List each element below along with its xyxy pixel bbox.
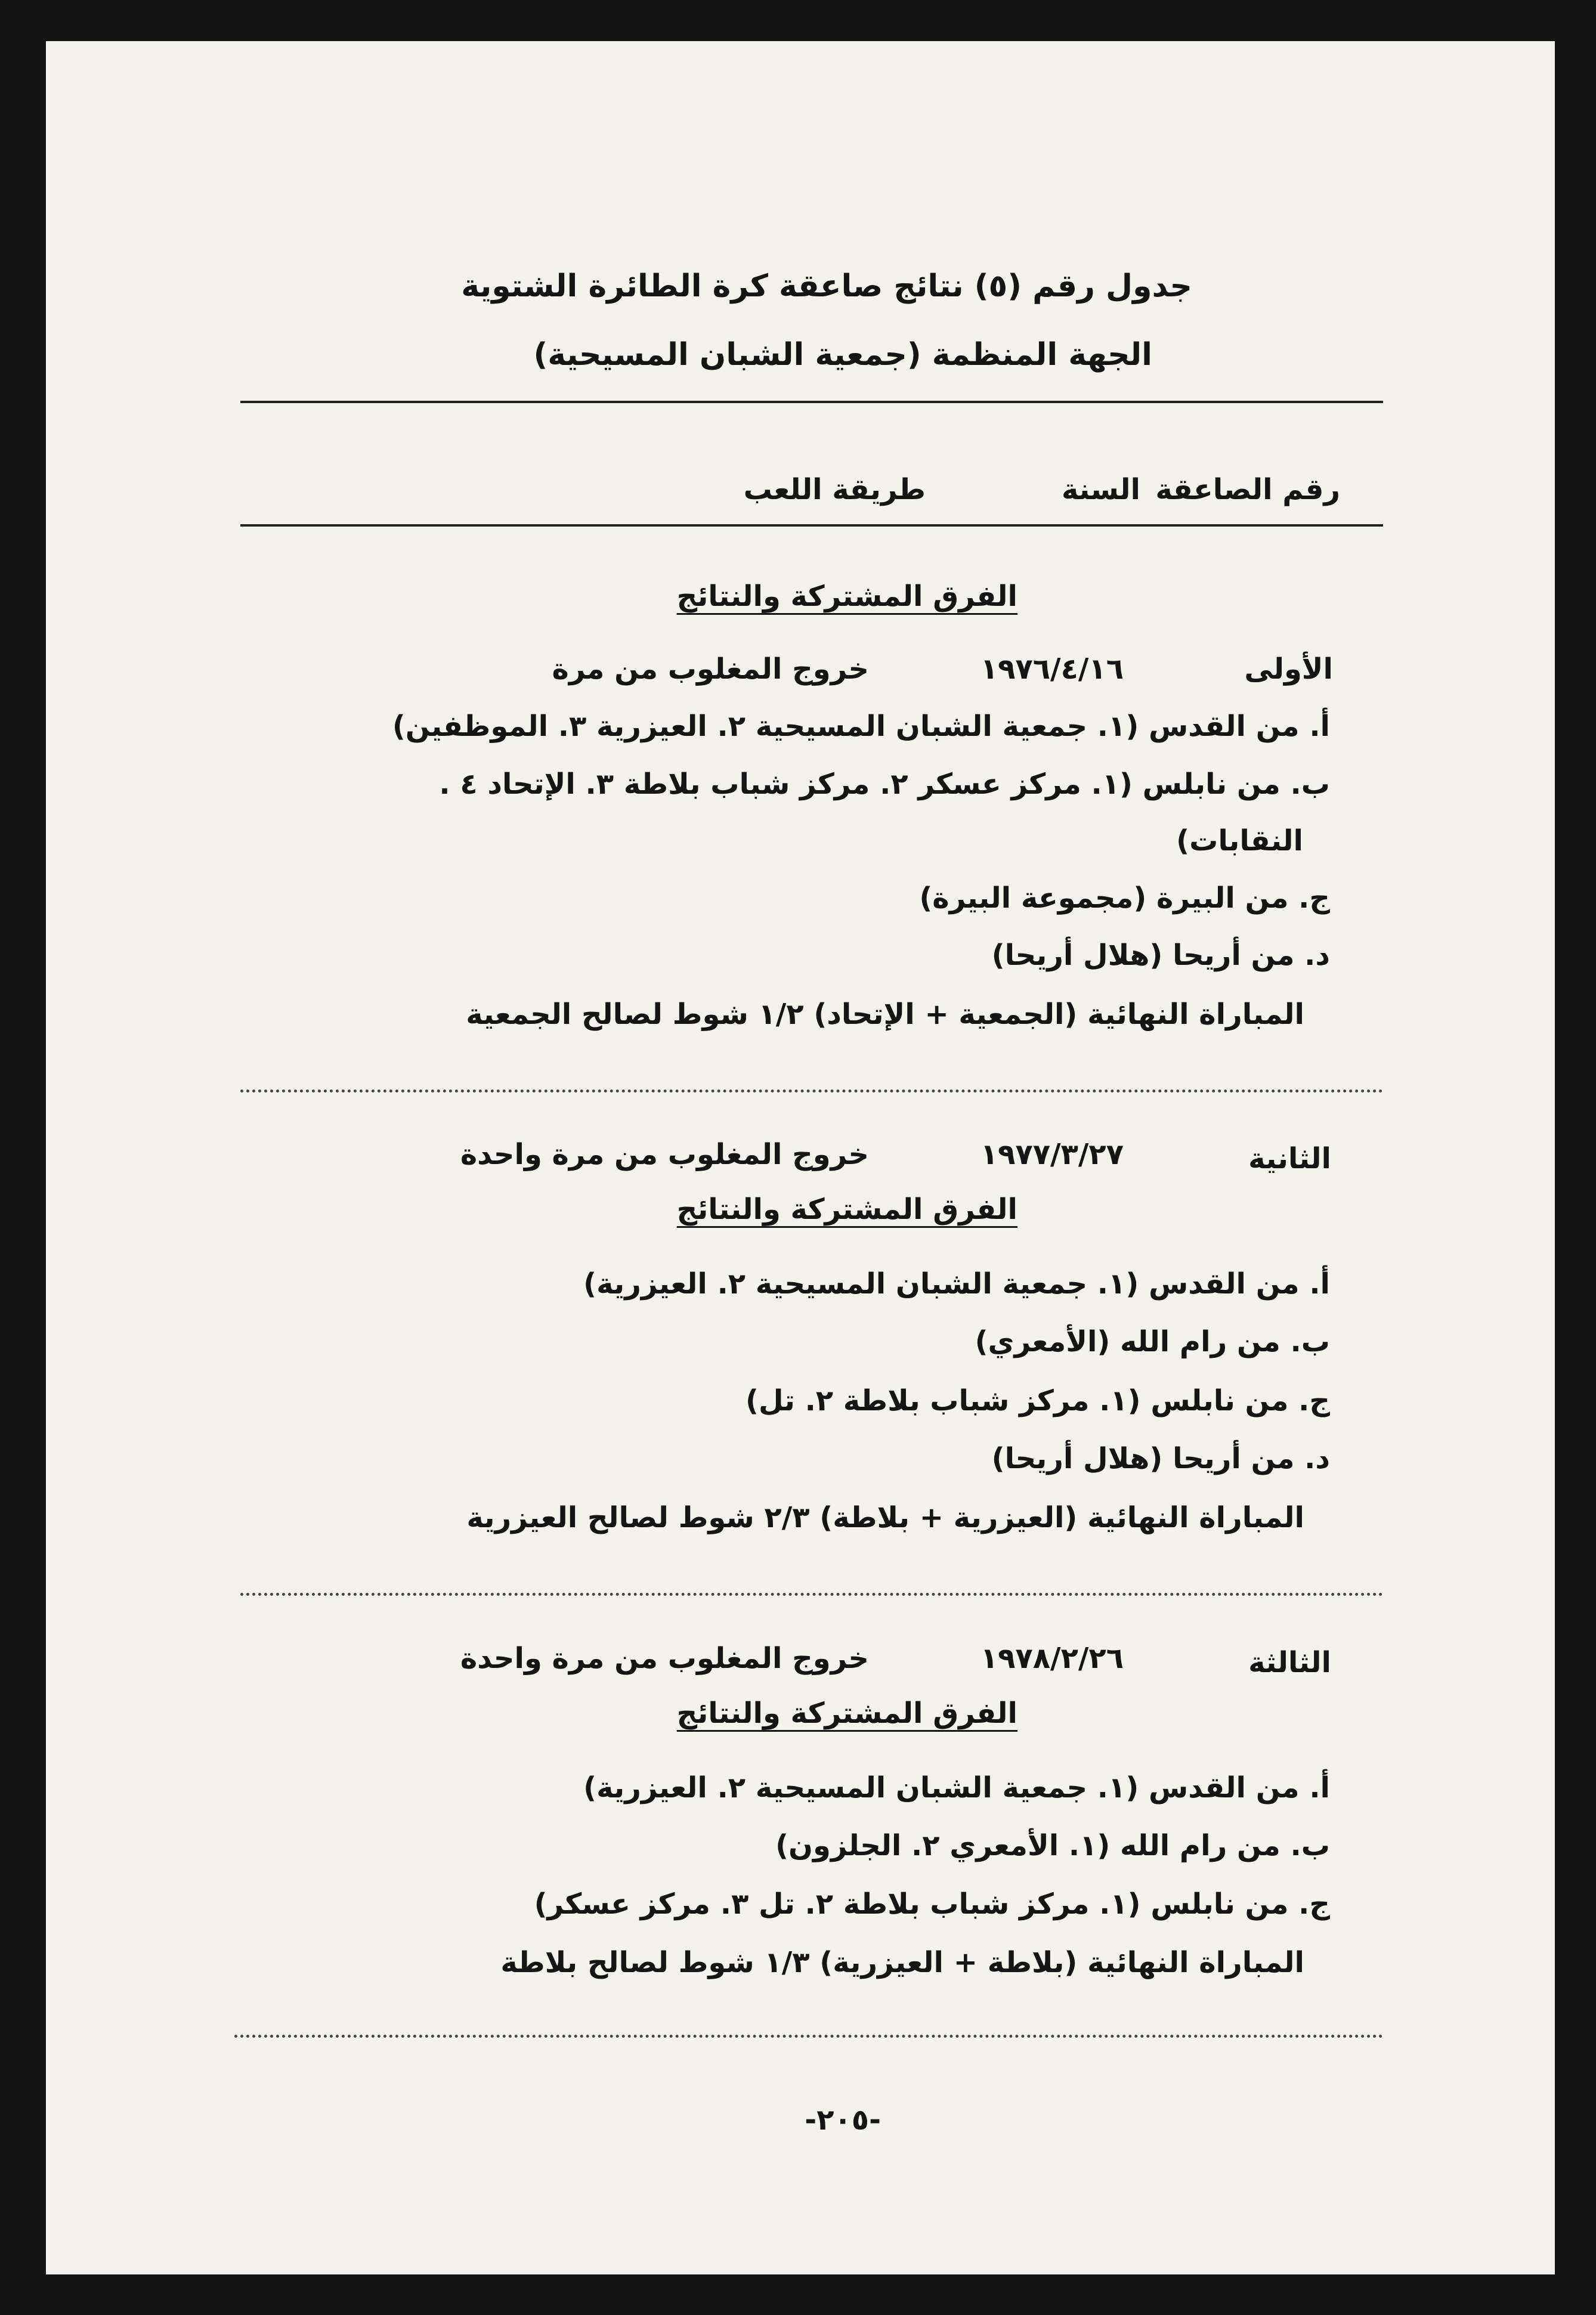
section-1-date: ١٩٧٦/٤/١٦ (980, 652, 1124, 686)
column-header-number: رقم الصاعقة (1155, 473, 1340, 506)
table-subtitle: الجهة المنظمة (جمعية الشبان المسيحية) (533, 337, 1152, 373)
header-top-rule (240, 401, 1383, 403)
section-3-date: ١٩٧٨/٢/٢٦ (980, 1642, 1124, 1675)
table-title: جدول رقم (٥) نتائج صاعقة كرة الطائرة الشتوية (461, 268, 1192, 304)
section-2-entry-b: ب. من رام الله (الأمعري) (975, 1325, 1330, 1358)
section-1-final: المباراة النهائية (الجمعية + الإتحاد) ١/٢ شوط لصالح الجمعية (466, 998, 1304, 1031)
section-2-final: المباراة النهائية (العيزرية + بلاطة) ٢/٣ شوط لصالح العيزرية (466, 1501, 1304, 1534)
section-2-entry-d: د. من أريحا (هلال أريحا) (991, 1442, 1330, 1475)
section-2-entry-a: أ. من القدس (١. جمعية الشبان المسيحية ٢. العيزرية) (583, 1267, 1330, 1301)
section-2-date: ١٩٧٧/٣/٢٧ (980, 1138, 1124, 1171)
document-page (46, 41, 1555, 2274)
header-bottom-rule (240, 524, 1383, 527)
section-3-method: خروج المغلوب من مرة واحدة (460, 1642, 869, 1675)
section-3-name: الثالثة (1248, 1646, 1331, 1679)
section-3-heading: الفرق المشتركة والنتائج (676, 1697, 1017, 1730)
section-divider (240, 1593, 1383, 1596)
section-1-name: الأولى (1244, 652, 1333, 686)
section-2-method: خروج المغلوب من مرة واحدة (460, 1138, 869, 1171)
section-divider (240, 1090, 1383, 1092)
section-1-entry-b: ب. من نابلس (١. مركز عسكر ٢. مركز شباب بلاطة ٣. الإتحاد ٤ . (439, 767, 1330, 801)
section-3-final: المباراة النهائية (بلاطة + العيزرية) ١/٣ شوط لصالح بلاطة (500, 1946, 1304, 1979)
column-header-method: طريقة اللعب (743, 473, 926, 506)
page-number: -٢٠٥- (805, 2103, 881, 2137)
section-1-heading: الفرق المشتركة والنتائج (676, 580, 1017, 613)
column-header-year: السنة (1061, 473, 1140, 506)
section-3-entry-b: ب. من رام الله (١. الأمعري ٢. الجلزون) (775, 1829, 1330, 1862)
section-3-entry-a: أ. من القدس (١. جمعية الشبان المسيحية ٢. العيزرية) (583, 1771, 1330, 1805)
section-1-entry-d: د. من أريحا (هلال أريحا) (991, 939, 1330, 972)
section-1-entry-c: ج. من البيرة (مجموعة البيرة) (919, 881, 1330, 915)
section-1-entry-a: أ. من القدس (١. جمعية الشبان المسيحية ٢. العيزرية ٣. الموظفين) (392, 710, 1330, 743)
section-2-heading: الفرق المشتركة والنتائج (676, 1193, 1017, 1226)
section-2-name: الثانية (1248, 1142, 1331, 1175)
section-2-entry-c: ج. من نابلس (١. مركز شباب بلاطة ٢. تل) (746, 1384, 1330, 1418)
section-1-method: خروج المغلوب من مرة (552, 652, 869, 686)
section-divider (234, 2035, 1383, 2038)
section-1-entry-b-cont: النقابات) (1176, 824, 1303, 858)
document-sheet (46, 41, 1555, 2274)
section-3-entry-c: ج. من نابلس (١. مركز شباب بلاطة ٢. تل ٣. مركز عسكر) (534, 1887, 1330, 1921)
